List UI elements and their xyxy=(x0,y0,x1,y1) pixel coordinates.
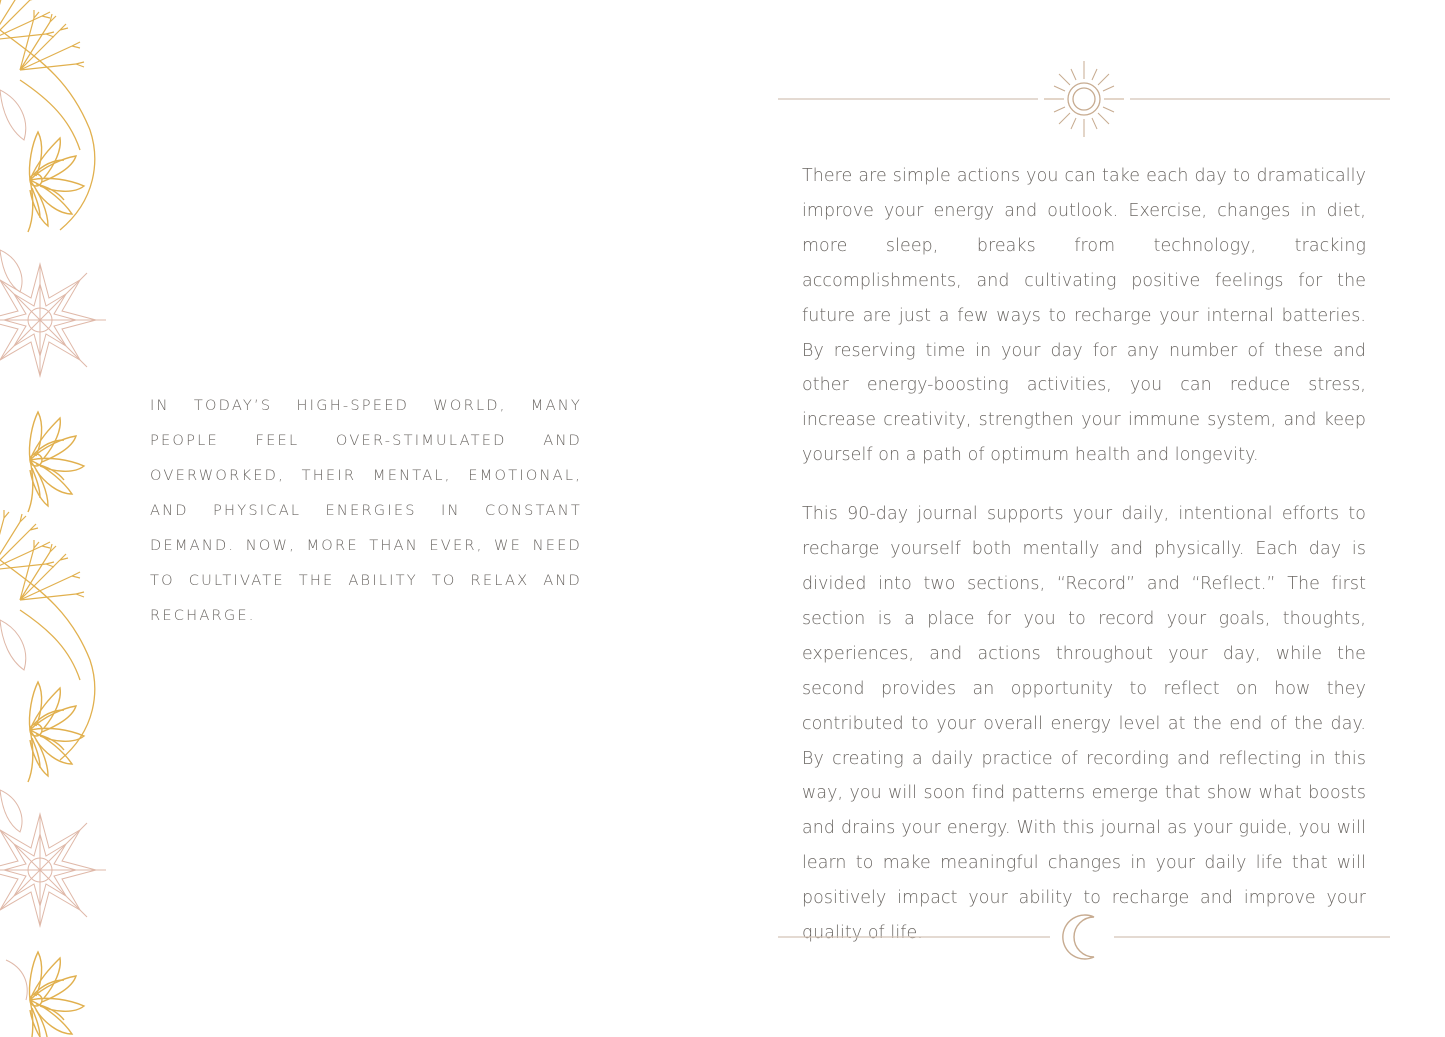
crescent-moon-icon xyxy=(1063,915,1094,959)
intro-text: IN TODAY’S HIGH-SPEED WORLD, MANY PEOPLE FEEL OVER-STIMULATED AND OVERWORKED, THEIR MENTAL, EMOTIONAL, AND PHYSICAL ENERGIES IN CONSTANT DEMAND. NOW, MORE THAN EVER, WE NEED TO CULTIVATE THE ABILITY TO RELAX AND RECHARGE. xyxy=(150,397,582,624)
body-paragraph-1: There are simple actions you can take each day to dramatically improve your energy and outlook. Exercise, changes in diet, more sleep, breaks from technology, tracking accomplishments, and cultivating positive feelings for the future are just a few ways to recharge your internal batteries. By reserving time in your day for any number of these and other energy-boosting activities, you can reduce stress, increase creativity, strengthen your immune system, and keep yourself on a path of optimum health and longevity. xyxy=(802,166,1366,466)
bottom-ornament xyxy=(776,892,1392,982)
body-paragraph-2: This 90-day journal supports your daily, intentional efforts to recharge yourself both mentally and physically. Each day is divided into two sections, “Record” and “Reflect.” The first section is a place for you to record your goals, thoughts, experiences, and actions throughout your day, while the second provides an opportunity to reflect on how they contributed to your overall energy level at the end of the day. By creating a daily practice of recording and reflecting in this way, you will soon find patterns emerge that show what boosts and drains your energy. With this journal as your guide, you will learn to make meaningful changes in your daily life that will positively impact your ability to recharge and improve your quality of life. xyxy=(802,504,1366,944)
body-text xyxy=(802,159,1366,975)
sun-icon xyxy=(1044,61,1124,137)
top-ornament xyxy=(776,54,1392,144)
floral-border-icon xyxy=(0,0,115,1037)
